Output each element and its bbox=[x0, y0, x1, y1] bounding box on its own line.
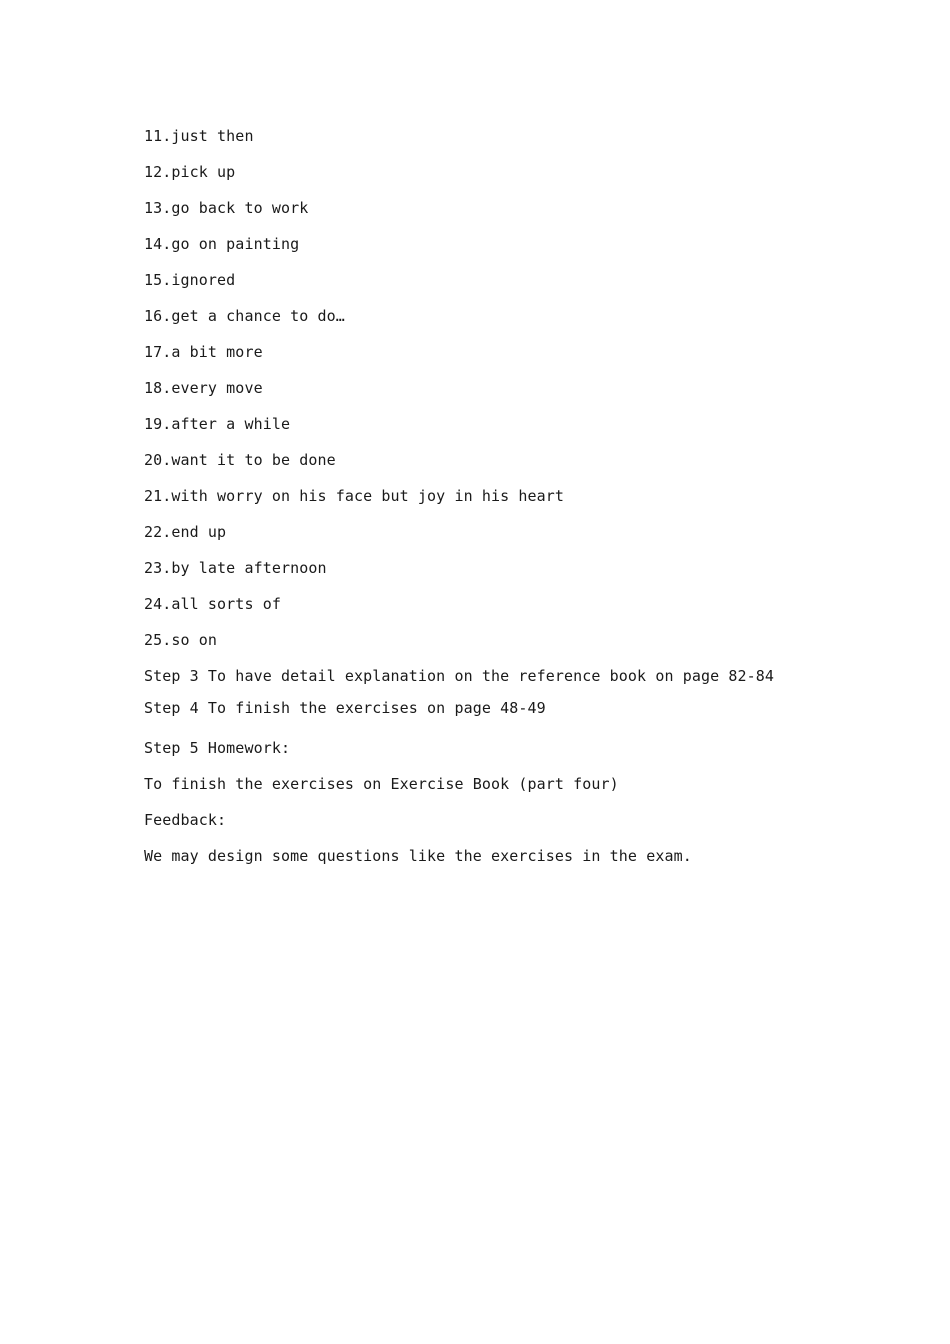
phrase-19: 19.after a while bbox=[144, 415, 291, 433]
homework-text: To finish the exercises on Exercise Book (part four) bbox=[144, 775, 619, 793]
phrase-20: 20.want it to be done bbox=[144, 451, 336, 469]
phrase-14: 14.go on painting bbox=[144, 235, 300, 253]
phrase-22: 22.end up bbox=[144, 523, 227, 541]
phrase-13: 13.go back to work bbox=[144, 199, 309, 217]
phrase-24: 24.all sorts of bbox=[144, 595, 281, 613]
phrase-12: 12.pick up bbox=[144, 163, 236, 181]
phrase-23: 23.by late afternoon bbox=[144, 559, 327, 577]
phrase-16: 16.get a chance to do… bbox=[144, 307, 345, 325]
step-5-heading: Step 5 Homework: bbox=[144, 739, 291, 757]
step-4: Step 4 To finish the exercises on page 48-49 bbox=[144, 699, 546, 717]
phrase-21: 21.with worry on his face but joy in his heart bbox=[144, 487, 565, 505]
phrase-11: 11.just then bbox=[144, 127, 254, 145]
document-page bbox=[144, 126, 844, 882]
phrase-17: 17.a bit more bbox=[144, 343, 263, 361]
phrase-18: 18.every move bbox=[144, 379, 263, 397]
phrase-25: 25.so on bbox=[144, 631, 218, 649]
feedback-label: Feedback: bbox=[144, 811, 227, 829]
step-3: Step 3 To have detail explanation on the reference book on page 82-84 bbox=[144, 667, 775, 685]
phrase-15: 15.ignored bbox=[144, 271, 236, 289]
feedback-text: We may design some questions like the exercises in the exam. bbox=[144, 847, 692, 865]
